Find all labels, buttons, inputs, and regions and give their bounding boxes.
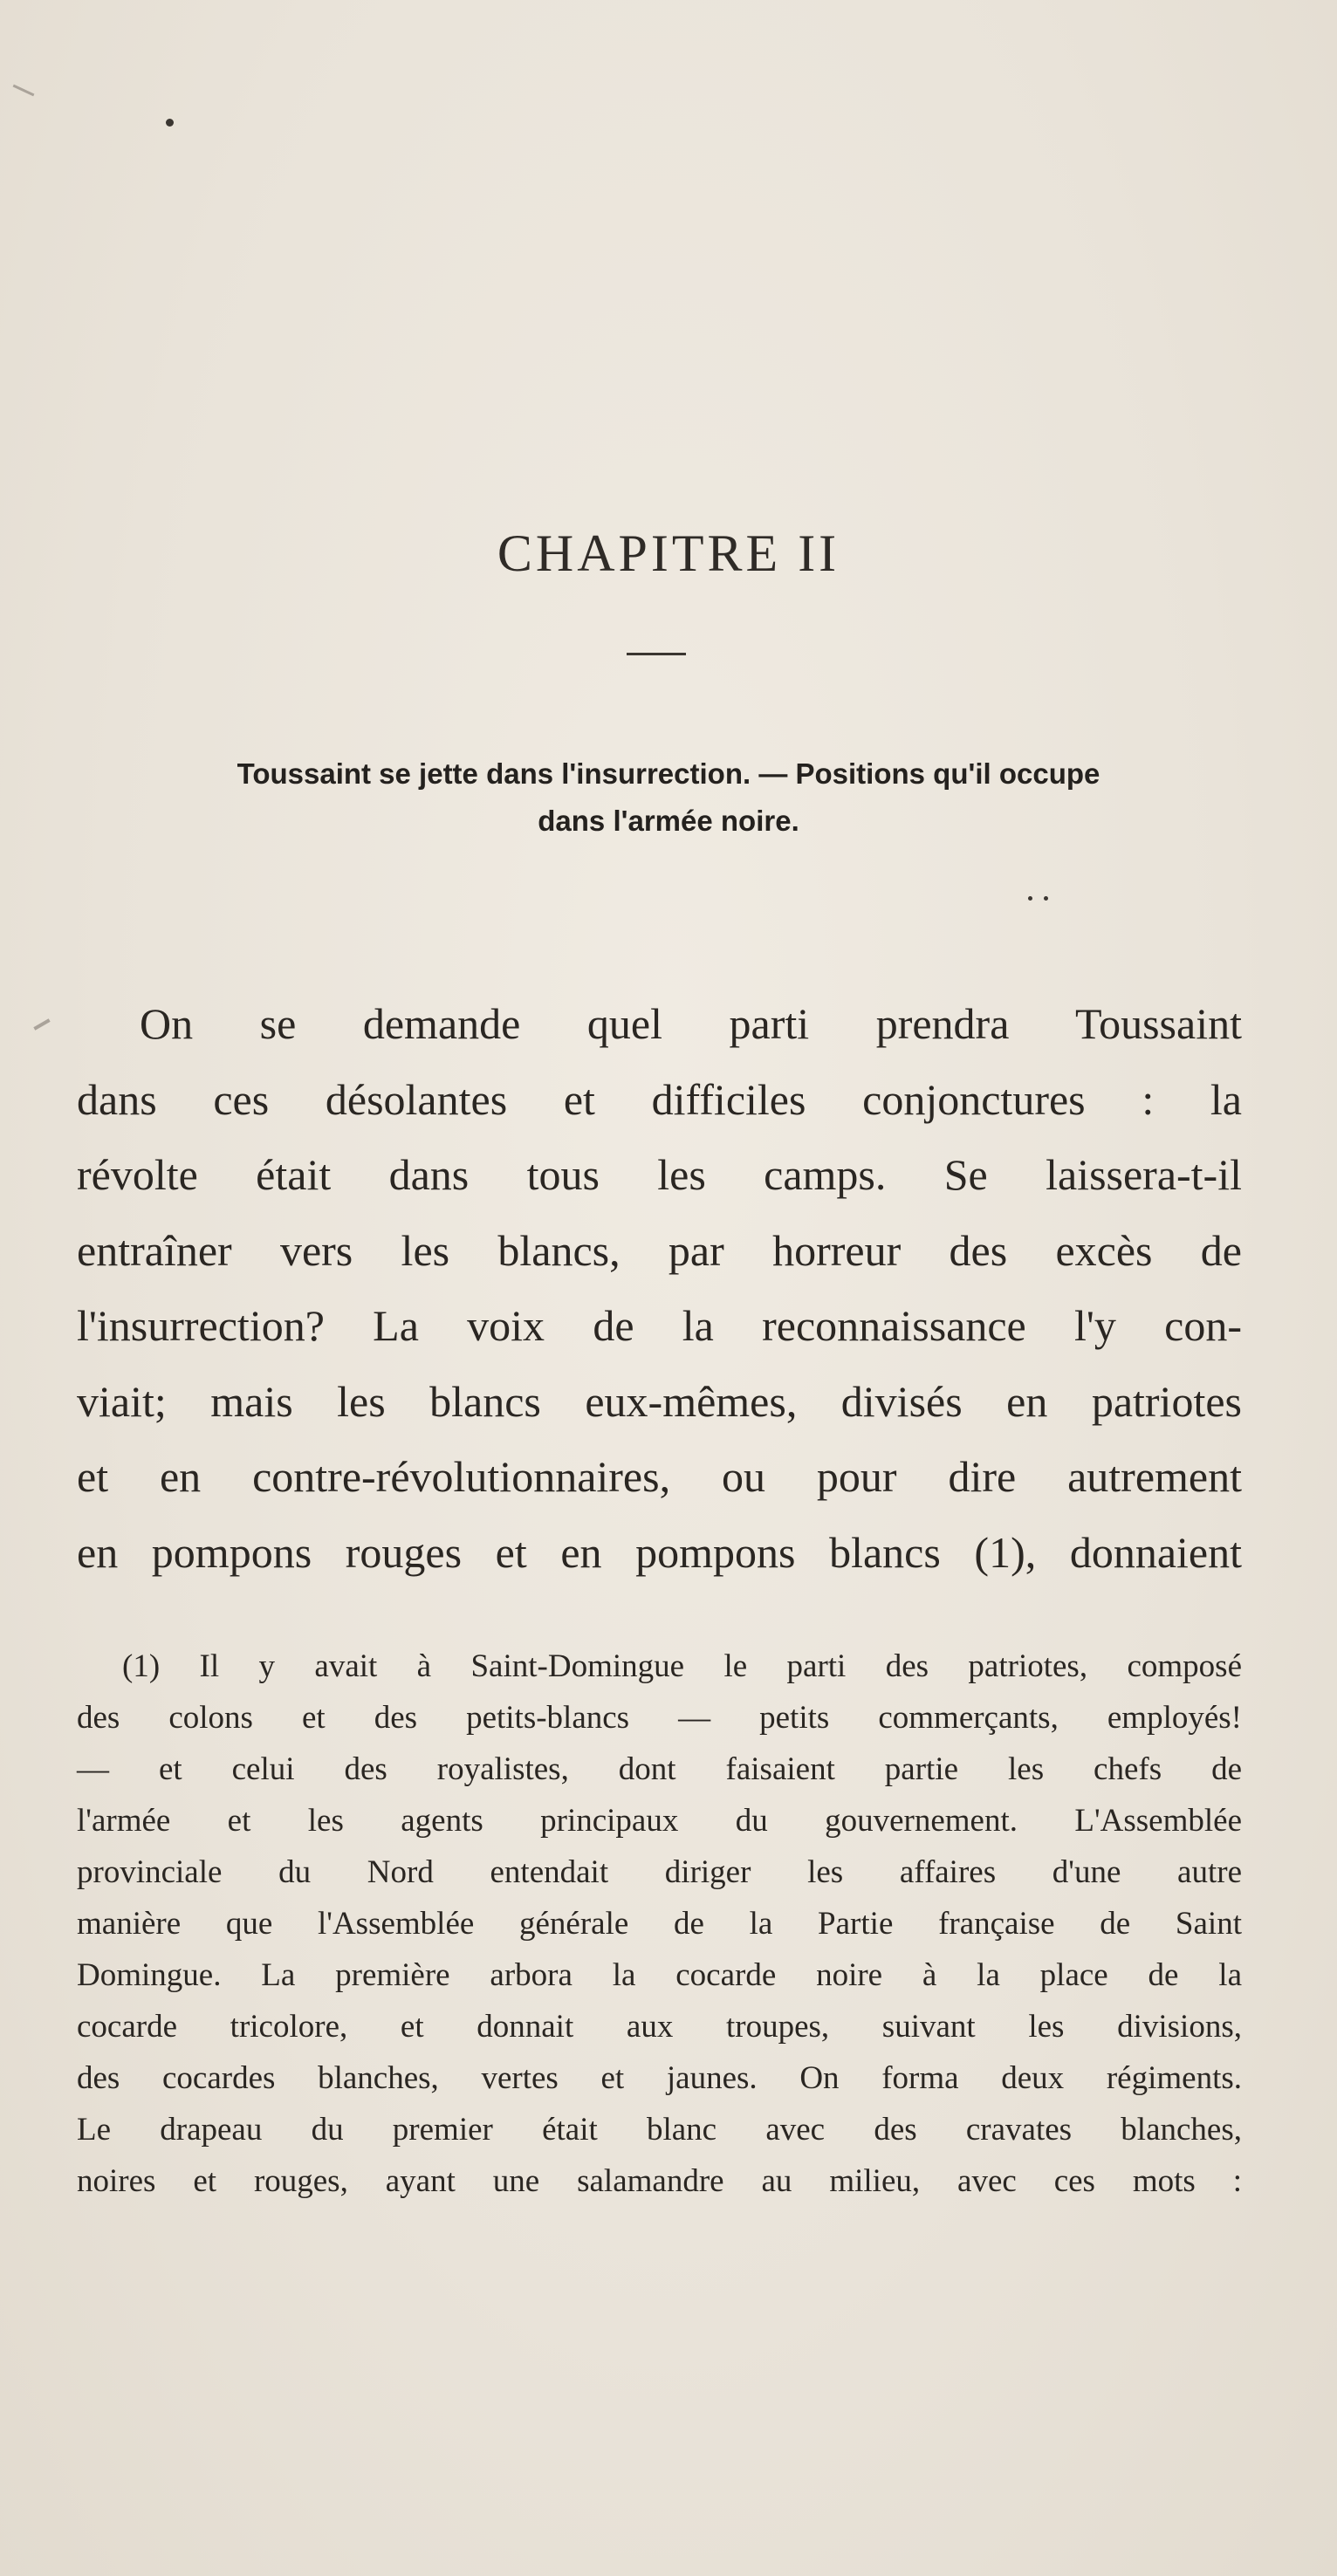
ink-speck bbox=[1028, 896, 1032, 901]
body-line: révolte était dans tous les camps. Se laissera-t-il bbox=[77, 1150, 1242, 1199]
margin-mark bbox=[13, 85, 35, 97]
footnote-line: des colons et des petits-blancs — petits commerçants, employés! bbox=[77, 1700, 1242, 1736]
body-line: dans ces désolantes et difficiles conjonctures : la bbox=[77, 1074, 1242, 1124]
chapter-title: CHAPITRE II bbox=[497, 524, 840, 582]
footnote-line: l'armée et les agents principaux du gouvernement. L'Assemblée bbox=[77, 1803, 1242, 1839]
ink-speck bbox=[166, 119, 174, 127]
footnote-line: (1) Il y avait à Saint-Domingue le parti des patriotes, composé bbox=[122, 1648, 1242, 1684]
footnote-line: Le drapeau du premier était blanc avec des cravates blanches, bbox=[77, 2112, 1242, 2148]
chapter-summary-line: Toussaint se jette dans l'insurrection. — Positions qu'il occupe bbox=[237, 757, 1100, 790]
body-line: viait; mais les blancs eux-mêmes, divisés en patriotes bbox=[77, 1376, 1242, 1426]
chapter-summary bbox=[105, 750, 1232, 845]
footnote-line: provinciale du Nord entendait diriger les affaires d'une autre bbox=[77, 1854, 1242, 1890]
ink-speck bbox=[1044, 896, 1048, 901]
footnote-line: des cocardes blanches, vertes et jaunes. On forma deux régiments. bbox=[77, 2060, 1242, 2096]
margin-mark bbox=[33, 1018, 50, 1030]
chapter-summary-line: dans l'armée noire. bbox=[538, 805, 799, 837]
footnote-line: manière que l'Assemblée générale de la Partie française de Saint bbox=[77, 1906, 1242, 1942]
footnote-line: cocarde tricolore, et donnait aux troupes, suivant les divisions, bbox=[77, 2009, 1242, 2045]
body-line: On se demande quel parti prendra Toussaint bbox=[140, 999, 1242, 1048]
footnote-line: — et celui des royalistes, dont faisaient partie les chefs de bbox=[77, 1751, 1242, 1787]
footnote bbox=[77, 1641, 1242, 2207]
body-line: l'insurrection? La voix de la reconnaissance l'y con- bbox=[77, 1301, 1242, 1350]
title-rule bbox=[627, 653, 686, 655]
body-line: en pompons rouges et en pompons blancs (1), donnaient bbox=[77, 1527, 1242, 1577]
footnote-line: noires et rouges, ayant une salamandre au milieu, avec ces mots : bbox=[77, 2163, 1242, 2199]
body-paragraph bbox=[77, 986, 1242, 1590]
body-line: et en contre-révolutionnaires, ou pour dire autrement bbox=[77, 1452, 1242, 1501]
footnote-line: Domingue. La première arbora la cocarde noire à la place de la bbox=[77, 1957, 1242, 1993]
body-line: entraîner vers les blancs, par horreur des excès de bbox=[77, 1225, 1242, 1275]
